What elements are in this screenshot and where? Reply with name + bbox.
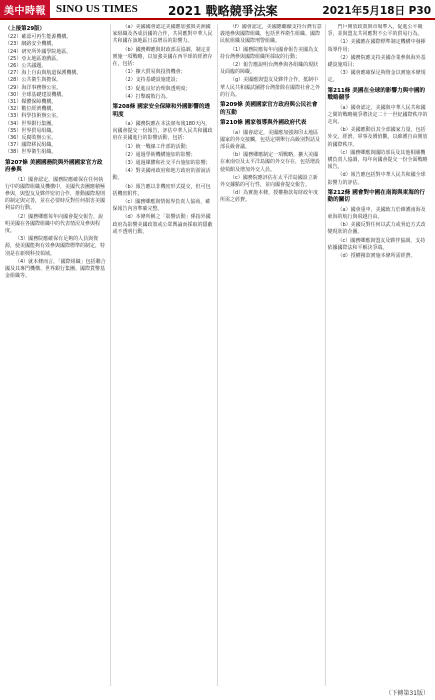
paragraph: （1）美國應在國際標準制定機構中發揮領導作用； bbox=[327, 39, 426, 53]
article-columns bbox=[3, 24, 432, 686]
list-item: （25）亞太地區遊戲區。 bbox=[5, 55, 62, 62]
paragraph: （3）促進良好治理與透明度； bbox=[122, 85, 191, 92]
paragraph: （3）國會應確保足夠資金以實施本條規定。 bbox=[327, 70, 426, 84]
list-item: （32）數位經濟機構。 bbox=[5, 106, 57, 113]
paragraph: （c）國務卿應與盟友及夥伴協調，支持依據國際法和平解決爭端。 bbox=[327, 237, 426, 251]
list-item: （24）研究所外國學院地區。 bbox=[5, 48, 72, 55]
paragraph: （a）國會重申，美國致力於維護南海及東海的航行與飛越自由。 bbox=[327, 206, 426, 221]
paragraph: （1）統一戰線工作部的活動； bbox=[122, 143, 191, 150]
list-item: （23）網路安全機構。 bbox=[5, 41, 57, 48]
column-2 bbox=[111, 24, 219, 686]
brand-name: SINO US TIMES bbox=[56, 3, 138, 15]
paragraph: （b）報告應以非機密形式提交，但可包括機密附件。 bbox=[112, 183, 211, 197]
section-heading: 第210條 國家領導與外國政府代表 bbox=[220, 120, 307, 127]
section-heading: 第209條 美國國家官方政府與公民社會的互動 bbox=[220, 102, 318, 116]
newspaper-logo[interactable]: 美中時報 bbox=[0, 0, 50, 18]
section-heading: 第207條 美國國務院與外國國家官方政府參與 bbox=[5, 159, 103, 174]
paragraph: （3）通過媒體和社交平台施加的影響； bbox=[122, 160, 211, 167]
paragraph: （a）國務院應在本法頒布後180天內，向國會提交一份報告，評估中華人民共和國政府在美國進行的影響活動，包括： bbox=[112, 121, 213, 142]
list-item: （35）世界貿易組織。 bbox=[5, 127, 57, 134]
date-page-number: 2021年5月18日 P30 bbox=[322, 5, 431, 17]
list-item: （38）世界衛生組織。 bbox=[5, 149, 57, 156]
continued-on-note: （下轉第31版） bbox=[385, 690, 429, 697]
masthead bbox=[0, 0, 435, 20]
paragraph: （b）國務卿應與財政部長協調，制定並實施一項戰略，以加強美國在西半球的經濟存在，包括： bbox=[112, 46, 213, 68]
list-item: （33）科學技術辦公室。 bbox=[5, 113, 62, 120]
paragraph: （2）報告應說明台灣參與各組織的現狀及面臨的障礙。 bbox=[220, 62, 319, 76]
list-item: （27）海上自由與航道保護機構。 bbox=[5, 70, 82, 77]
paragraph: （d）為實施本條，授權撥款每財政年度所需之經費。 bbox=[220, 190, 319, 204]
paragraph: 門戶開放政策與市場準入，促進公平競爭，並與盟友共同應對不公平的貿易行為。 bbox=[327, 24, 423, 38]
paragraph: （1）國會認定，國務院應確保在任何執行中的國際組織及機構中，美國代表團應積極參與，與盟友及夥伴密切合作，推動國際規則的制定與完善，並在必要時反對任何損害美國利益的行動。 bbox=[5, 176, 106, 212]
column-1 bbox=[3, 24, 111, 686]
section-heading: 第212條 國會對中國在南海與東海的行動的關切 bbox=[327, 189, 426, 204]
paragraph: （2）通過學術機構施加的影響； bbox=[122, 151, 196, 158]
section-title: 2021 戰略競爭法案 bbox=[168, 4, 278, 18]
column-4 bbox=[326, 24, 433, 686]
paragraph: （d）本條所稱之「影響活動」係指外國政府為影響美國政策或公眾輿論而採取的隱蔽或不透明行動。 bbox=[112, 214, 213, 235]
paragraph: （2）支持基礎設施建設； bbox=[122, 77, 181, 84]
paragraph: （b）國務卿應制定一項戰略，擴大美國在東南亞及太平洋島國的外交存在，包括增設使領館及增加外交人員。 bbox=[220, 152, 321, 173]
list-item: （37）國際移民組織。 bbox=[5, 142, 57, 149]
list-item: （29）海洋事務辦公室。 bbox=[5, 84, 62, 91]
column-3 bbox=[218, 24, 326, 686]
list-item: （34）世界銀行集團。 bbox=[5, 120, 57, 127]
paragraph: （4）打擊腐敗行為。 bbox=[122, 93, 171, 100]
paragraph: （d）報告應包括對中華人民共和國全球影響力的評估。 bbox=[327, 172, 426, 186]
list-item: （31）媒體保障機構。 bbox=[5, 99, 57, 106]
paragraph: （f）國會認定，美國應繼續支持台灣有意義地參與國際組織，包括世界衛生組織、國際民航組織及國際刑警組織。 bbox=[220, 24, 322, 45]
list-item: （22）確認可再生能源機構。 bbox=[5, 34, 72, 41]
paragraph: （a）國會認定，美國與中華人民共和國之間的戰略競爭將決定二十一世紀國際秩序的走向。 bbox=[327, 104, 428, 126]
paragraph: （g）美國應與盟友及夥伴合作，抵制中華人民共和國試圖將台灣排除在國際社會之外的行為。 bbox=[220, 77, 321, 98]
list-item: （36）反腐敗辦公室。 bbox=[5, 135, 57, 142]
list-block bbox=[5, 34, 108, 156]
list-item: （28）公共衛生與擔保。 bbox=[5, 77, 62, 84]
list-item: （26）公共議題。 bbox=[5, 63, 47, 70]
paragraph: （2）國務院應支持美國企業參與海外基礎設施項目； bbox=[327, 54, 426, 69]
section-heading: 第211條 美國在全球的影響力與中國的戰略競爭 bbox=[327, 87, 426, 102]
continued-from-note: （上接第29版） bbox=[5, 26, 45, 32]
paragraph: （d）授權撥款實施本條所需經費。 bbox=[337, 253, 416, 260]
paragraph: （2）國務卿應每年向國會提交報告，說明美國在各國際組織中的代表情況及參與程度。 bbox=[5, 213, 104, 235]
paragraph: （a）美國國會認定美國應加強與美洲國家組織及各成員國的合作，共同應對中華人民共和國在該地區日益增長的影響力。 bbox=[112, 24, 213, 45]
paragraph: （b）美國應動員其全部國家力量，包括外交、經濟、軍事及價值觀，以維護自由開放的國際秩序。 bbox=[327, 127, 428, 148]
paragraph: （c）國務卿應與情報界負責人協商，確保報告內容準確完整。 bbox=[112, 199, 211, 213]
paragraph: （4）就本條而言，「國際組織」包括聯合國及其專門機構、世界銀行集團、國際貨幣基金組織等。 bbox=[5, 258, 106, 280]
paragraph: （c）國務卿應與國防部長及其他相關機構負責人協調，每年向國會提交一份全面戰略報告。 bbox=[327, 149, 428, 171]
list-item: （30）全球基礎建設機構。 bbox=[5, 91, 67, 98]
paragraph: （4）對美國州政府和地方政府的游說活動。 bbox=[112, 168, 211, 182]
section-heading: 第208條 國家安全保障和外國影響的透明度 bbox=[112, 104, 211, 118]
paragraph: （1）擴大貿易與投資機會； bbox=[122, 69, 186, 76]
paragraph: （c）國務院應評估在太平洋島國設立新外交據點的可行性，並向國會提交報告。 bbox=[220, 174, 318, 188]
paragraph: （a）國會認定，美國應加強與印太地區國家的外交接觸，包括定期舉行高級別對話及部長級會議。 bbox=[220, 129, 321, 150]
paragraph: （1）國務院應每年向國會報告美國為支持台灣參與國際組織所採取的行動； bbox=[220, 46, 319, 60]
paragraph: （b）美國反對任何以武力或脅迫方式改變現狀的企圖。 bbox=[327, 222, 426, 236]
paragraph: （3）國務院應確保有足夠的人員與資源，使美國能夠有效參與國際標準的制定，特別是在新興科技領域。 bbox=[5, 236, 106, 257]
